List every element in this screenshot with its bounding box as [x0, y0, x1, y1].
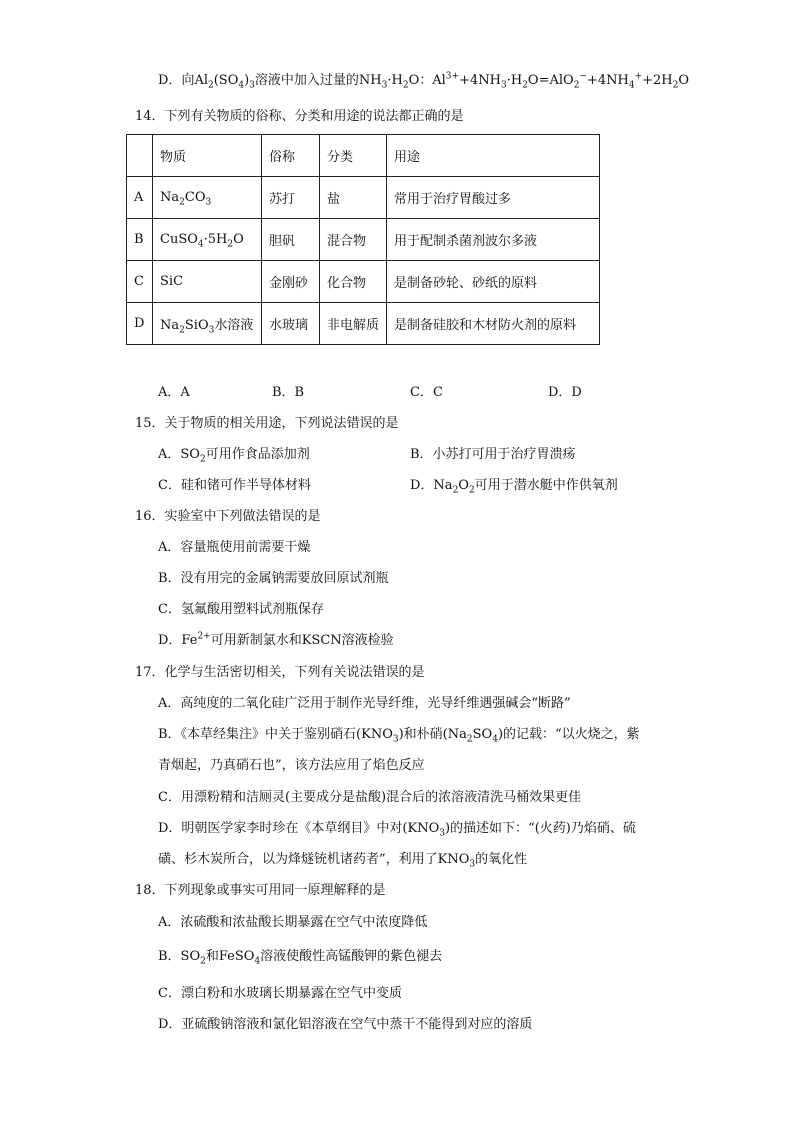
- table-row: [127, 177, 600, 219]
- row-key: A: [127, 177, 153, 219]
- choice-d[interactable]: D．D: [548, 385, 582, 400]
- table-row: [127, 261, 600, 303]
- q15-option-c[interactable]: C．硅和锗可作半导体材料: [158, 478, 311, 493]
- q15-option-a[interactable]: A．$SO_2$可用作食品添加剂: [158, 447, 310, 465]
- q17-option-d-cont: 磺、杉木炭所合，以为烽燧铳机诸药者”，利用了$KNO_3$的氧化性: [158, 852, 528, 870]
- q18-option-d[interactable]: D．亚硫酸钠溶液和氯化铝溶液在空气中蒸干不能得到对应的溶质: [158, 1017, 533, 1032]
- table-header-cell: 物质: [153, 135, 262, 177]
- q16-stem: 16．实验室中下列做法错误的是: [135, 509, 321, 524]
- table-header-cell: 分类: [320, 135, 387, 177]
- q16-option-c[interactable]: C．氢氟酸用塑料试剂瓶保存: [158, 602, 324, 617]
- row-use: 用于配制杀菌剂波尔多液: [387, 219, 600, 261]
- q17-option-b[interactable]: B．《本草经集注》中关于鉴别硝石$(KNO_3)$和朴硝$(Na_2SO_4)$的记载：“以火烧之，紫: [158, 727, 640, 745]
- q17-option-d[interactable]: D．明朝医学家李时珍在《本草纲目》中对$(KNO_3)$的描述如下：“(火药)乃焰硝、硫: [158, 821, 636, 839]
- q14-table: [126, 134, 600, 345]
- choice-b[interactable]: B．B: [272, 385, 305, 400]
- q17-option-a[interactable]: A．高纯度的二氧化硅广泛用于制作光导纤维，光导纤维遇强碱会“断路”: [158, 696, 571, 711]
- row-use: 常用于治疗胃酸过多: [387, 177, 600, 219]
- q18-option-a[interactable]: A．浓硫酸和浓盐酸长期暴露在空气中浓度降低: [158, 915, 428, 930]
- row-substance: $CuSO_4\cdot 5H_2O$: [153, 219, 262, 261]
- row-class: 非电解质: [320, 303, 387, 345]
- row-key: D: [127, 303, 153, 345]
- row-class: 盐: [320, 177, 387, 219]
- q15-stem: 15．关于物质的相关用途，下列说法错误的是: [135, 416, 399, 431]
- q17-option-c[interactable]: C．用漂粉精和洁厕灵(主要成分是盐酸)混合后的浓溶液清洗马桶效果更佳: [158, 790, 582, 805]
- q18-option-b[interactable]: B．$SO_2$和FeSO$_4$溶液使酸性高锰酸钾的紫色褪去: [158, 949, 443, 967]
- table-row: [127, 219, 600, 261]
- row-class: 化合物: [320, 261, 387, 303]
- q15-option-b[interactable]: B．小苏打可用于治疗胃溃疡: [410, 447, 576, 462]
- table-header-cell: 用途: [387, 135, 600, 177]
- row-substance: $Na_2SiO_3$水溶液: [153, 303, 262, 345]
- table-header-cell: 俗称: [262, 135, 320, 177]
- row-common-name: 胆矾: [262, 219, 320, 261]
- table-row: [127, 303, 600, 345]
- choice-a[interactable]: A．A: [158, 385, 190, 400]
- q17-option-b-cont: 青烟起，乃真硝石也”，该方法应用了焰色反应: [158, 758, 425, 773]
- row-key: B: [127, 219, 153, 261]
- row-use: 是制备砂轮、砂纸的原料: [387, 261, 600, 303]
- q17-stem: 17．化学与生活密切相关，下列有关说法错误的是: [135, 665, 425, 680]
- row-class: 混合物: [320, 219, 387, 261]
- row-substance: SiC: [153, 261, 262, 303]
- row-common-name: 水玻璃: [262, 303, 320, 345]
- row-key: C: [127, 261, 153, 303]
- q13-option-d: D．向$Al_2(SO_4)_3$溶液中加入过量的$NH_3\cdot H_2O$：$Al^{3+}+4NH_3\cdot H_2O=AlO_2^-+4NH_4^++2H_2O$: [158, 71, 690, 91]
- table-header-cell: [127, 135, 153, 177]
- q16-option-b[interactable]: B．没有用完的金属钠需要放回原试剂瓶: [158, 571, 389, 586]
- q18-option-c[interactable]: C．漂白粉和水玻璃长期暴露在空气中变质: [158, 986, 402, 1001]
- q14-stem: 14．下列有关物质的俗称、分类和用途的说法都正确的是: [135, 109, 464, 124]
- row-common-name: 金刚砂: [262, 261, 320, 303]
- choice-c[interactable]: C．C: [410, 385, 443, 400]
- q16-option-d[interactable]: D．$Fe^{2+}$可用新制氯水和KSCN溶液检验: [158, 631, 394, 648]
- q16-option-a[interactable]: A．容量瓶使用前需要干燥: [158, 540, 311, 555]
- table-header-row: [127, 135, 600, 177]
- row-substance: $Na_2CO_3$: [153, 177, 262, 219]
- row-use: 是制备硅胶和木材防火剂的原料: [387, 303, 600, 345]
- row-common-name: 苏打: [262, 177, 320, 219]
- q18-stem: 18．下列现象或事实可用同一原理解释的是: [135, 883, 386, 898]
- q15-option-d[interactable]: D．$Na_2O_2$可用于潜水艇中作供氧剂: [410, 478, 618, 496]
